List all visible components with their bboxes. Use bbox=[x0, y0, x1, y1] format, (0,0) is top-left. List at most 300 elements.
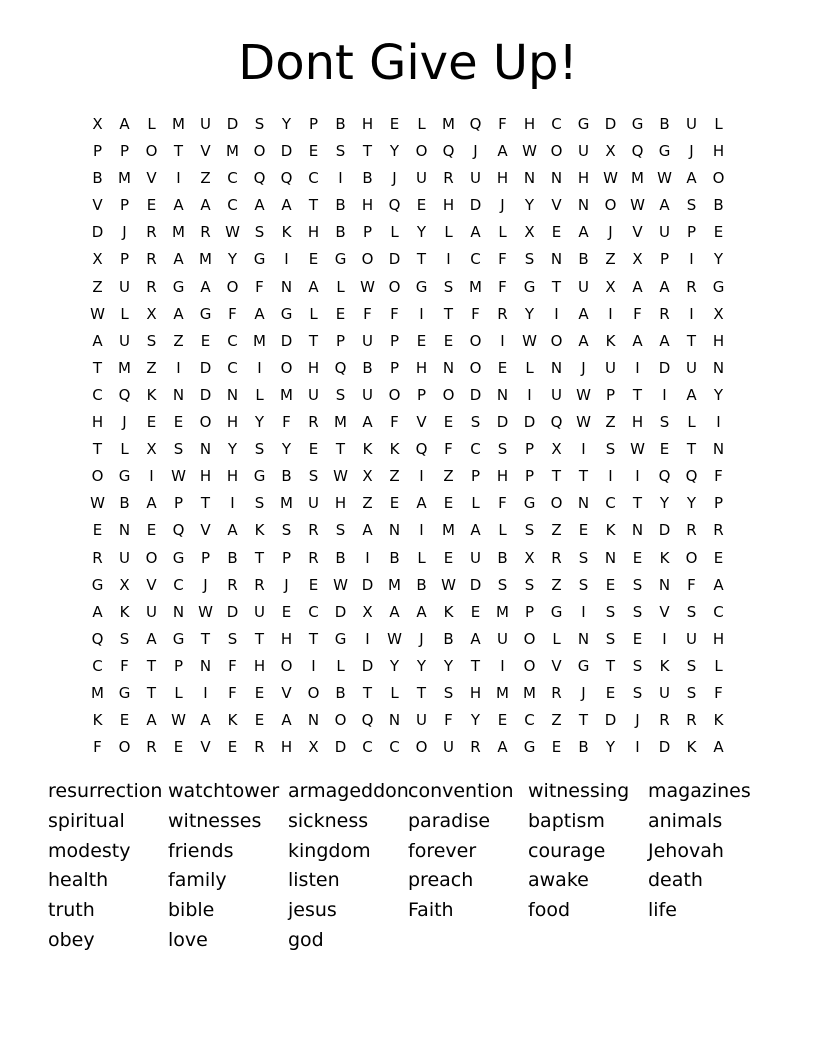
grid-letter: A bbox=[416, 494, 427, 513]
grid-letter: C bbox=[227, 358, 238, 377]
grid-letter: H bbox=[577, 169, 590, 188]
grid-letter: I bbox=[419, 467, 424, 486]
word-list-item: food bbox=[528, 899, 570, 922]
grid-letter: N bbox=[496, 385, 509, 404]
grid-letter: X bbox=[632, 250, 643, 269]
grid-letter: I bbox=[230, 494, 235, 513]
grid-letter: I bbox=[419, 304, 424, 323]
grid-letter: S bbox=[605, 602, 616, 621]
grid-letter: C bbox=[713, 602, 724, 621]
grid-letter: J bbox=[284, 575, 289, 594]
grid-letter: A bbox=[227, 521, 238, 540]
grid-letter: I bbox=[635, 738, 640, 757]
grid-letter: S bbox=[227, 629, 238, 648]
grid-letter: Z bbox=[173, 331, 184, 350]
grid-letter: I bbox=[419, 521, 424, 540]
grid-letter: S bbox=[254, 115, 265, 133]
grid-letter: U bbox=[686, 115, 697, 133]
grid-letter: N bbox=[550, 358, 563, 377]
grid-letter: E bbox=[443, 413, 454, 432]
grid-letter: Y bbox=[713, 250, 724, 269]
grid-letter: C bbox=[227, 196, 238, 215]
grid-letter: Q bbox=[91, 629, 104, 648]
grid-letter: I bbox=[635, 467, 640, 486]
grid-letter: W bbox=[90, 304, 105, 323]
grid-letter: Y bbox=[470, 711, 481, 730]
grid-letter: O bbox=[469, 358, 482, 377]
grid-letter: G bbox=[280, 304, 293, 323]
grid-letter: G bbox=[550, 602, 563, 621]
grid-letter: R bbox=[551, 683, 562, 702]
grid-letter: S bbox=[335, 385, 346, 404]
grid-row bbox=[84, 680, 732, 707]
grid-letter: S bbox=[173, 440, 184, 459]
grid-letter: C bbox=[227, 169, 238, 188]
grid-row bbox=[84, 436, 732, 463]
grid-letter: E bbox=[254, 711, 265, 730]
grid-letter: S bbox=[686, 602, 697, 621]
grid-letter: G bbox=[199, 304, 212, 323]
grid-letter: P bbox=[119, 250, 130, 269]
grid-letter: R bbox=[551, 548, 562, 567]
grid-letter: T bbox=[254, 548, 265, 567]
grid-letter: R bbox=[686, 711, 697, 730]
grid-letter: X bbox=[308, 738, 319, 757]
grid-letter: W bbox=[576, 413, 591, 432]
grid-letter: I bbox=[149, 467, 154, 486]
grid-letter: P bbox=[659, 250, 670, 269]
grid-letter: J bbox=[608, 223, 613, 242]
grid-letter: U bbox=[362, 385, 373, 404]
grid-letter: S bbox=[524, 575, 535, 594]
grid-letter: L bbox=[525, 358, 534, 377]
grid-letter: E bbox=[146, 413, 157, 432]
grid-letter: K bbox=[605, 331, 616, 350]
word-list-item: listen bbox=[288, 869, 340, 892]
grid-letter: B bbox=[92, 169, 103, 188]
grid-letter: I bbox=[527, 385, 532, 404]
grid-letter: S bbox=[632, 602, 643, 621]
grid-letter: Z bbox=[551, 711, 562, 730]
grid-letter: W bbox=[603, 169, 618, 188]
grid-letter: A bbox=[686, 169, 697, 188]
grid-letter: V bbox=[551, 656, 562, 675]
grid-letter: A bbox=[470, 629, 481, 648]
grid-letter: J bbox=[419, 629, 424, 648]
grid-letter: O bbox=[604, 196, 617, 215]
grid-letter: U bbox=[119, 331, 130, 350]
grid-letter: P bbox=[200, 548, 211, 567]
grid-letter: T bbox=[605, 656, 616, 675]
grid-letter: L bbox=[390, 223, 399, 242]
grid-letter: J bbox=[581, 358, 586, 377]
grid-letter: E bbox=[605, 683, 616, 702]
grid-letter: N bbox=[118, 521, 131, 540]
grid-letter: A bbox=[200, 711, 211, 730]
grid-row bbox=[84, 382, 732, 409]
grid-letter: X bbox=[713, 304, 724, 323]
grid-letter: O bbox=[550, 331, 563, 350]
grid-letter: H bbox=[712, 142, 725, 161]
grid-letter: K bbox=[605, 521, 616, 540]
grid-letter: F bbox=[498, 250, 507, 269]
grid-letter: Y bbox=[227, 440, 238, 459]
grid-letter: W bbox=[441, 575, 456, 594]
grid-letter: L bbox=[498, 521, 507, 540]
grid-letter: K bbox=[443, 602, 454, 621]
grid-letter: I bbox=[203, 683, 208, 702]
grid-letter: T bbox=[146, 656, 157, 675]
grid-letter: K bbox=[713, 711, 724, 730]
word-list-item: forever bbox=[408, 839, 477, 862]
grid-letter: O bbox=[280, 656, 293, 675]
grid-row bbox=[84, 409, 732, 436]
grid-letter: A bbox=[659, 196, 670, 215]
grid-letter: E bbox=[173, 738, 184, 757]
grid-letter: U bbox=[578, 142, 589, 161]
word-list-item: awake bbox=[528, 869, 589, 892]
grid-letter: F bbox=[255, 277, 264, 296]
grid-letter: B bbox=[362, 169, 373, 188]
grid-letter: K bbox=[281, 223, 292, 242]
grid-letter: O bbox=[253, 142, 266, 161]
grid-letter: B bbox=[389, 548, 400, 567]
grid-letter: K bbox=[146, 385, 157, 404]
grid-letter: D bbox=[604, 115, 617, 133]
grid-letter: B bbox=[659, 115, 670, 133]
grid-letter: I bbox=[338, 169, 343, 188]
grid-letter: D bbox=[280, 331, 293, 350]
grid-letter: E bbox=[416, 331, 427, 350]
grid-letter: M bbox=[280, 385, 293, 404]
grid-letter: A bbox=[146, 629, 157, 648]
word-list-item: family bbox=[168, 869, 227, 892]
grid-letter: E bbox=[335, 304, 346, 323]
grid-letter: H bbox=[253, 656, 266, 675]
grid-letter: E bbox=[443, 331, 454, 350]
grid-letter: L bbox=[714, 115, 723, 133]
grid-letter: L bbox=[336, 277, 345, 296]
grid-letter: B bbox=[227, 548, 238, 567]
grid-letter: O bbox=[334, 711, 347, 730]
grid-letter: B bbox=[578, 738, 589, 757]
grid-letter: N bbox=[226, 385, 239, 404]
grid-row bbox=[84, 138, 732, 165]
grid-row bbox=[84, 274, 732, 301]
grid-letter: E bbox=[632, 548, 643, 567]
grid-letter: B bbox=[335, 115, 346, 133]
grid-letter: F bbox=[228, 304, 237, 323]
grid-letter: W bbox=[387, 629, 402, 648]
grid-letter: C bbox=[308, 169, 319, 188]
grid-letter: Q bbox=[550, 413, 563, 432]
grid-letter: G bbox=[712, 277, 725, 296]
grid-letter: Q bbox=[442, 142, 455, 161]
grid-letter: B bbox=[335, 196, 346, 215]
grid-letter: E bbox=[416, 196, 427, 215]
grid-letter: E bbox=[659, 440, 670, 459]
grid-letter: E bbox=[713, 548, 724, 567]
grid-letter: X bbox=[146, 304, 157, 323]
grid-letter: T bbox=[686, 440, 697, 459]
grid-letter: Y bbox=[443, 656, 454, 675]
grid-letter: H bbox=[91, 413, 104, 432]
grid-letter: R bbox=[713, 521, 724, 540]
grid-letter: D bbox=[334, 602, 347, 621]
grid-letter: U bbox=[200, 115, 211, 133]
grid-letter: N bbox=[172, 385, 185, 404]
word-list-item: paradise bbox=[408, 809, 491, 832]
grid-letter: T bbox=[632, 385, 643, 404]
grid-letter: N bbox=[550, 250, 563, 269]
grid-letter: E bbox=[173, 413, 184, 432]
grid-letter: G bbox=[631, 115, 644, 133]
grid-letter: I bbox=[689, 304, 694, 323]
grid-letter: N bbox=[442, 358, 455, 377]
grid-letter: U bbox=[416, 169, 427, 188]
grid-letter: I bbox=[365, 548, 370, 567]
grid-letter: P bbox=[470, 467, 481, 486]
grid-letter: U bbox=[308, 494, 319, 513]
grid-letter: U bbox=[578, 277, 589, 296]
grid-letter: S bbox=[146, 331, 157, 350]
grid-letter: U bbox=[470, 548, 481, 567]
grid-letter: A bbox=[713, 575, 724, 594]
word-list-item: kingdom bbox=[288, 839, 371, 862]
grid-letter: O bbox=[469, 331, 482, 350]
word-list-item: armageddon bbox=[288, 780, 409, 802]
word-list-item: jesus bbox=[288, 899, 337, 922]
grid-letter: A bbox=[146, 711, 157, 730]
grid-letter: R bbox=[146, 277, 157, 296]
grid-letter: Q bbox=[658, 467, 671, 486]
grid-row bbox=[84, 328, 732, 355]
grid-letter: T bbox=[551, 277, 562, 296]
grid-letter: R bbox=[146, 223, 157, 242]
grid-letter: E bbox=[443, 494, 454, 513]
grid-letter: E bbox=[578, 521, 589, 540]
grid-letter: I bbox=[257, 358, 262, 377]
grid-letter: W bbox=[630, 440, 645, 459]
grid-letter: Z bbox=[551, 575, 562, 594]
grid-letter: V bbox=[416, 413, 427, 432]
grid-letter: X bbox=[92, 250, 103, 269]
grid-letter: Z bbox=[92, 277, 103, 296]
grid-letter: V bbox=[200, 142, 211, 161]
grid-letter: R bbox=[92, 548, 103, 567]
grid-letter: M bbox=[118, 358, 131, 377]
grid-letter: D bbox=[361, 656, 374, 675]
grid-letter: G bbox=[253, 467, 266, 486]
grid-letter: W bbox=[171, 467, 186, 486]
grid-letter: A bbox=[281, 196, 292, 215]
grid-row bbox=[84, 165, 732, 192]
grid-letter: S bbox=[524, 521, 535, 540]
grid-letter: Q bbox=[631, 142, 644, 161]
grid-letter: D bbox=[226, 602, 239, 621]
grid-letter: O bbox=[550, 494, 563, 513]
grid-letter: H bbox=[712, 331, 725, 350]
grid-letter: P bbox=[605, 385, 616, 404]
grid-letter: G bbox=[253, 250, 266, 269]
grid-letter: T bbox=[92, 358, 103, 377]
grid-letter: I bbox=[689, 250, 694, 269]
grid-letter: A bbox=[713, 738, 724, 757]
grid-letter: V bbox=[551, 196, 562, 215]
grid-letter: M bbox=[172, 115, 185, 133]
grid-letter: L bbox=[309, 304, 318, 323]
grid-letter: R bbox=[254, 575, 265, 594]
grid-letter: Y bbox=[659, 494, 670, 513]
grid-letter: J bbox=[122, 223, 127, 242]
grid-letter: I bbox=[500, 656, 505, 675]
grid-letter: N bbox=[388, 521, 401, 540]
grid-letter: T bbox=[92, 440, 103, 459]
grid-letter: N bbox=[712, 358, 725, 377]
grid-letter: I bbox=[365, 629, 370, 648]
grid-letter: F bbox=[714, 683, 723, 702]
grid-letter: H bbox=[334, 494, 347, 513]
grid-letter: O bbox=[388, 277, 401, 296]
grid-letter: E bbox=[551, 738, 562, 757]
grid-letter: R bbox=[470, 738, 481, 757]
grid-letter: R bbox=[308, 521, 319, 540]
grid-letter: K bbox=[92, 711, 103, 730]
grid-letter: I bbox=[311, 656, 316, 675]
grid-letter: Q bbox=[172, 521, 185, 540]
grid-letter: O bbox=[415, 142, 428, 161]
grid-letter: S bbox=[308, 467, 319, 486]
grid-letter: G bbox=[523, 494, 536, 513]
grid-letter: P bbox=[173, 656, 184, 675]
grid-letter: W bbox=[657, 169, 672, 188]
grid-row bbox=[84, 301, 732, 328]
word-list-item: truth bbox=[48, 899, 95, 922]
grid-letter: N bbox=[307, 711, 320, 730]
grid-letter: H bbox=[496, 467, 509, 486]
grid-letter: C bbox=[92, 385, 103, 404]
grid-letter: F bbox=[714, 467, 723, 486]
grid-letter: S bbox=[686, 656, 697, 675]
grid-letter: O bbox=[307, 683, 320, 702]
grid-letter: S bbox=[254, 440, 265, 459]
grid-letter: G bbox=[415, 277, 428, 296]
grid-letter: D bbox=[658, 358, 671, 377]
grid-letter: A bbox=[92, 331, 103, 350]
grid-letter: E bbox=[308, 440, 319, 459]
grid-letter: E bbox=[497, 711, 508, 730]
grid-letter: R bbox=[497, 304, 508, 323]
grid-letter: G bbox=[118, 467, 131, 486]
grid-letter: U bbox=[119, 548, 130, 567]
grid-letter: O bbox=[388, 385, 401, 404]
grid-letter: H bbox=[361, 115, 374, 133]
grid-letter: H bbox=[280, 629, 293, 648]
grid-letter: K bbox=[227, 711, 238, 730]
grid-letter: G bbox=[118, 683, 131, 702]
grid-letter: O bbox=[145, 548, 158, 567]
grid-letter: A bbox=[659, 277, 670, 296]
word-list-item: Jehovah bbox=[648, 839, 724, 862]
grid-row bbox=[84, 463, 732, 490]
grid-letter: O bbox=[226, 277, 239, 296]
word-bank bbox=[48, 777, 788, 956]
grid-letter: E bbox=[200, 331, 211, 350]
grid-letter: M bbox=[496, 602, 509, 621]
grid-letter: U bbox=[119, 277, 130, 296]
grid-letter: U bbox=[308, 385, 319, 404]
grid-letter: T bbox=[254, 629, 265, 648]
grid-letter: A bbox=[632, 331, 643, 350]
grid-letter: R bbox=[659, 304, 670, 323]
grid-letter: M bbox=[91, 683, 104, 702]
grid-letter: Q bbox=[415, 440, 428, 459]
grid-row bbox=[84, 219, 732, 246]
grid-letter: I bbox=[446, 250, 451, 269]
grid-letter: V bbox=[632, 223, 643, 242]
grid-letter: N bbox=[577, 196, 590, 215]
grid-letter: L bbox=[498, 223, 507, 242]
grid-letter: M bbox=[334, 413, 347, 432]
grid-letter: H bbox=[199, 467, 212, 486]
grid-letter: U bbox=[497, 629, 508, 648]
grid-letter: M bbox=[631, 169, 644, 188]
grid-letter: F bbox=[282, 413, 291, 432]
grid-letter: H bbox=[631, 413, 644, 432]
grid-row bbox=[84, 545, 732, 572]
grid-letter: E bbox=[308, 250, 319, 269]
grid-letter: J bbox=[635, 711, 640, 730]
grid-letter: E bbox=[443, 548, 454, 567]
grid-letter: B bbox=[362, 358, 373, 377]
grid-letter: M bbox=[523, 683, 536, 702]
grid-letter: F bbox=[687, 575, 696, 594]
grid-letter: S bbox=[659, 413, 670, 432]
grid-letter: D bbox=[604, 711, 617, 730]
grid-letter: Q bbox=[280, 169, 293, 188]
grid-letter: M bbox=[442, 115, 455, 133]
grid-row bbox=[84, 246, 732, 273]
grid-letter: K bbox=[659, 548, 670, 567]
grid-letter: I bbox=[608, 467, 613, 486]
grid-letter: W bbox=[522, 142, 537, 161]
grid-letter: O bbox=[415, 738, 428, 757]
word-list-item: sickness bbox=[288, 809, 369, 832]
grid-letter: T bbox=[470, 656, 481, 675]
grid-letter: S bbox=[335, 521, 346, 540]
grid-letter: F bbox=[120, 656, 129, 675]
grid-letter: N bbox=[199, 656, 212, 675]
grid-letter: B bbox=[416, 575, 427, 594]
grid-letter: V bbox=[146, 575, 157, 594]
grid-letter: G bbox=[334, 250, 347, 269]
grid-letter: E bbox=[254, 683, 265, 702]
grid-letter: H bbox=[415, 358, 428, 377]
grid-row bbox=[84, 111, 732, 138]
grid-letter: D bbox=[226, 115, 239, 133]
grid-letter: Z bbox=[146, 358, 157, 377]
grid-letter: E bbox=[146, 521, 157, 540]
grid-letter: D bbox=[658, 521, 671, 540]
grid-letter: D bbox=[469, 575, 482, 594]
grid-letter: S bbox=[686, 196, 697, 215]
grid-letter: A bbox=[173, 250, 184, 269]
grid-letter: E bbox=[632, 629, 643, 648]
grid-letter: R bbox=[443, 169, 454, 188]
grid-letter: A bbox=[254, 304, 265, 323]
grid-letter: X bbox=[119, 575, 130, 594]
grid-letter: S bbox=[497, 440, 508, 459]
